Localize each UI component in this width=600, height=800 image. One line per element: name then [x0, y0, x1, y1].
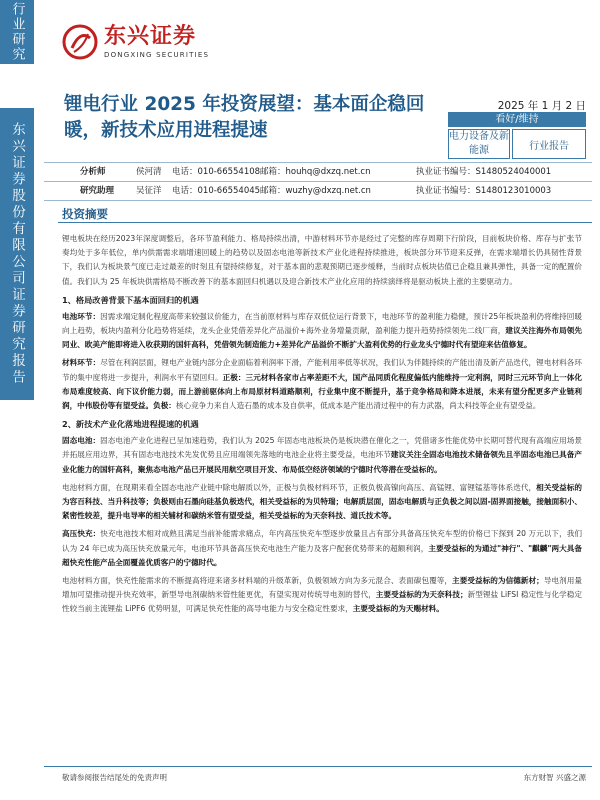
paragraph-materials-2 — [62, 481, 582, 524]
paragraph-text: 导电剂用量增加可望推动提升快充效率，新型导电剂碳纳米管性能更优，有望实现对传统导电剂的替代， — [62, 576, 583, 600]
rating-badge: 看好/维持 — [448, 112, 586, 127]
paragraph-text: 核心竞争力来自人造石墨的成本及自供率，低成本是产能出清过程中的有力武器，尚太科技等企业有望受益。 — [175, 401, 541, 411]
analyst-role: 分析师 — [80, 167, 106, 177]
paragraph-label: 高压快充： — [62, 529, 101, 539]
section-title: 投资摘要 — [62, 207, 108, 221]
paragraph-text: 快充电池技术相对成熟且满足当前补能需求痛点，年内高压快充车型逐步放量且占有部分具备高压快充车型的价格已下探到 20 万元以下，我们认为 24 年已成为高压快充放量元年，电池环节具备高压快充电池生产能力及客户配套优势带来的超额利润， — [62, 529, 583, 553]
logo-name-cn: 东兴证券 — [104, 24, 197, 49]
analyst-name: 吴征洋 — [136, 186, 162, 196]
report-type-badge: 行业报告 — [512, 129, 586, 159]
paragraph-text: 电池材料方面，快充性能需求的不断提高将迎来诸多材料端的升级革新，负极领域方向为多元混合、表面碳包覆等， — [62, 576, 453, 586]
footer-slogan: 东方财智 兴盛之源 — [523, 773, 586, 782]
analyst-email[interactable]: 邮箱：wuzhy@dxzq.net.cn — [260, 186, 371, 196]
subheading: 2、新技术产业化落地进程提速的机遇 — [62, 419, 199, 430]
analyst-phone: 电话：010-66554045 — [172, 186, 261, 196]
sidebar — [0, 0, 34, 800]
paragraph-fast-charge-2 — [62, 574, 582, 617]
paragraph-cell — [62, 310, 582, 353]
paragraph-text: 新型锂盐 LiFSI 稳定性与化学稳定性较当前主流锂盐 LiPF6 优势明显，可满足快充性能的高导电能力与安全稳定性要求， — [62, 590, 582, 614]
paragraph-bold: 相关受益标的为容百科技、当升科技等；负极则由石墨向硅基负极迭代，相关受益标的为贝特瑞；电解质层面，固态电解质与正负极之间以固-固界面接触，接触面积小、紧密性较差，提升电导率的相关辅材和碳纳米管有望受益，相关受益标的为天奈科技、道氏技术等。 — [62, 482, 583, 521]
analyst-name: 侯河清 — [136, 167, 162, 177]
analyst-phone: 电话：010-66554108 — [172, 167, 261, 177]
analyst-cert: 执业证书编号：S1480123010003 — [416, 186, 552, 196]
intro-paragraph: 锂电板块在经历2023年深度调整后，各环节盈利能力、格局持续出清，中游材料环节亦是经过了完整的库存周期下行阶段，目前板块价格、库存与扩张节奏均处于多年低位，单内供需需求端增速回暖上的趋势以及固态电池等新技术产业化进程持续推进，板块部分环节迎来反弹，在需求端增长仍具韧性背景下，我们认为板块景气度已走过最差的时刻且有望持续修复，对于基本面的悲观预期已逐步缓释，当前时点板块估值已企稳且兼具弹性，具备一定的配置价值。我们认为 25 年板块供需格局不断改善下的基本面回归机遇以及迎合新技术产业化应用的持续演绎将是驱动板块上涨的主要驱动力。 — [62, 234, 582, 286]
footer-disclaimer: 敬请参阅报告结尾处的免责声明 — [62, 773, 167, 782]
analyst-row — [44, 163, 592, 181]
report-body — [62, 232, 582, 621]
paragraph-label: 材料环节： — [62, 358, 101, 368]
divider — [44, 200, 592, 201]
paragraph-text: 尽管在利润层面，锂电产业链内部分企业面临着利润率下滑，产能利用率低等状况，我们认为伴随持续的产能出清及新产品迭代，锂电材料各环节的集中度将进一步提升，利润水平有望回归。 — [62, 358, 583, 382]
analyst-role: 研究助理 — [80, 186, 115, 196]
analyst-email[interactable]: 邮箱：houhq@dxzq.net.cn — [260, 167, 371, 177]
analyst-cert: 执业证书编号：S1480524040001 — [416, 167, 552, 177]
paragraph-text: 固态电池产业化进程已呈加速趋势，我们认为 2025 年固态电池板块仍是板块潜在催化之一，凭借诸多性能优势中长期可替代现有高端应用场景并拓展应用边界，其有固态电池技术先发优势且应用端领先落地的电池企业将主要受益，电池环节 — [62, 436, 582, 460]
paragraph-materials — [62, 356, 582, 413]
sector-badge: 电力设备及新能源 — [448, 129, 510, 159]
paragraph-text: 因需求端定制化程度高带来较强议价能力，在当前原材料与库存双低位运行背景下，电池环节的盈利能力稳健，预计25年板块盈利仍将维持回暖向上趋势，板块内盈利分化趋势将延续，龙头企业凭借差异化产品溢价+海外业务增量贡献，盈利能力提升趋势持续领先二线厂商， — [62, 311, 583, 336]
footer-divider — [44, 766, 592, 767]
company-logo — [62, 24, 209, 60]
paragraph-text: 电池材料方面，在现期来看全固态电池产业链中除电解质以外，正极与负极材料环节，正极负极高镍向高压、高锰锂、富锂锰基等体系迭代， — [62, 482, 537, 492]
logo-name-en: DONGXING SECURITIES — [104, 51, 210, 59]
paragraph-fast-charge — [62, 527, 582, 570]
sidebar-company-name: 东兴证券股份有限公司证券研究报告 — [0, 108, 34, 400]
paragraph-bold: 正极：三元材料各家市占率差距不大，国产品同质化程度偏低内能维持一定利润，同时三元环节向上一体化布局难度较高、向下议价能力弱，而上游前驱体向上布局原材料道路顺利，行业集中度不断提升，基于竞争格局和降本进展，未来有望分配更多产业链利润，中伟股份等有望受益。负极： — [62, 372, 582, 411]
section-divider — [58, 222, 592, 223]
subheading: 1、格局改善背景下基本面回归的机遇 — [62, 294, 199, 305]
sidebar-category: 行业研究 — [0, 0, 34, 64]
report-title: 锂电行业 2025 年投资展望：基本面企稳回暖，新技术应用进程提速 — [64, 94, 425, 141]
paragraph-bold: 主要受益标的为天赐材料。 — [352, 604, 444, 614]
paragraph-bold: 主要受益标的为信德新材； — [452, 576, 544, 586]
logo-mark-icon — [62, 24, 98, 60]
report-date: 2025 年 1 月 2 日 — [497, 100, 586, 112]
paragraph-bold: 主要受益标的为天奈科技； — [375, 590, 468, 600]
analyst-row — [44, 182, 592, 200]
paragraph-bold: 主要受益标的为通过"神行"、"麒麟"两大具备超快充性能产品全面覆盖优质客户的宁德时代。 — [62, 543, 582, 567]
paragraph-bold: 建议关注全固态电池技术储备领先且半固态电池已具备产业化能力的国轩高科，聚焦态电池产品已开展民用航空项目开发、布局低空经济领域的宁德时代等潜在受益标的。 — [62, 450, 582, 474]
paragraph-solid-state — [62, 434, 582, 477]
paragraph-label: 固态电池： — [62, 436, 101, 446]
paragraph-bold: 建议关注海外布局领先同业、欧美产能即将进入收获期的国轩高科，凭借领先制造能力+差异化产品溢价不断扩大盈利优势的行业龙头宁德时代有望迎来估值修复。 — [62, 326, 582, 350]
paragraph-label: 电池环节： — [62, 311, 101, 321]
